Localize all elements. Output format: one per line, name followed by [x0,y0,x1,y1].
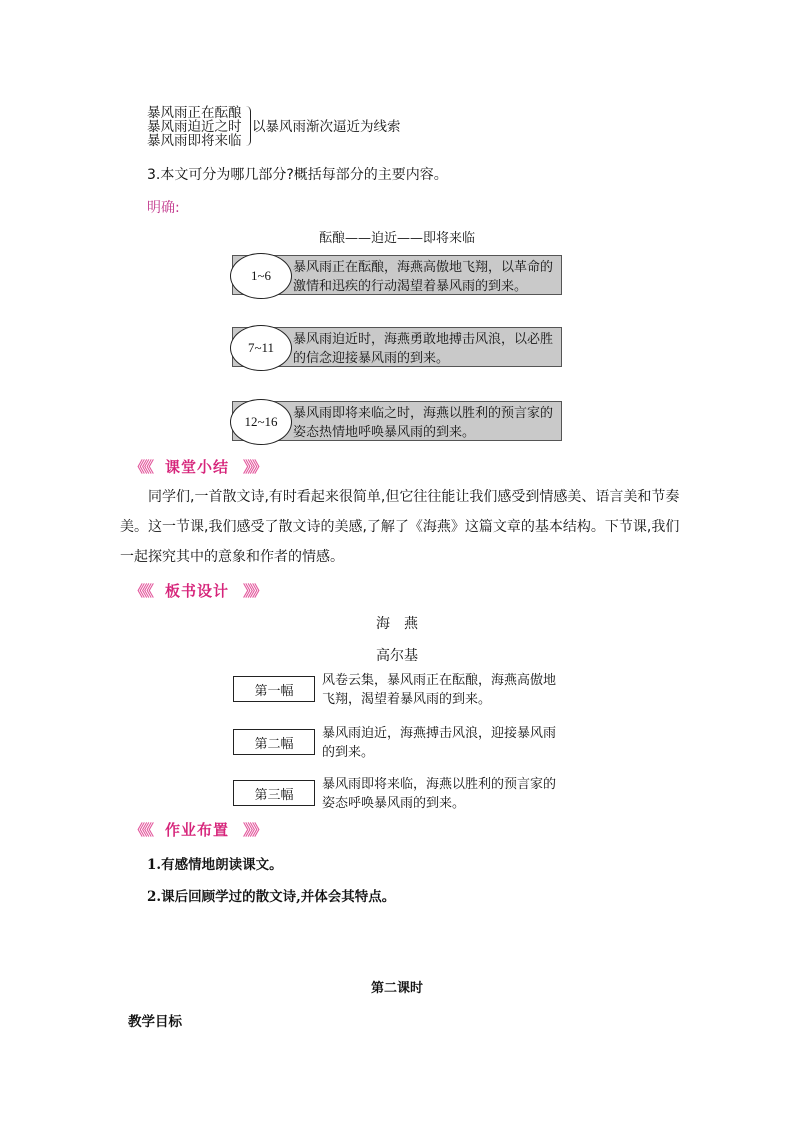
section-range-oval [230,253,292,299]
flow-title: 酝酿——迫近——即将来临 [318,231,475,246]
board-text-1: 风卷云集，暴风雨正在酝酿，海燕高傲地飞翔，渴望着暴风雨的到来。 [322,673,557,707]
board-label-3: 第三幅 [233,780,315,806]
board-text-2: 暴风雨迫近，海燕搏击风浪，迎接暴风雨的到来。 [322,726,557,760]
line-imminent: 暴风雨即将来临 [147,133,242,149]
section-text: 暴风雨迫近时，海燕勇敢地搏击风浪，以必胜的信念迎接暴风雨的到来。 [293,332,554,366]
summary-paragraph: 同学们,一首散文诗,有时看起来很简单,但它往往能让我们感受到情感美、语言美和节奏美。这一节课,我们感受了散文诗的美感,了解了《海燕》这篇文章的基本结构。下节课,我们一起探究其中的意象和作者的情感。 [120,489,680,565]
line-brewing: 暴风雨正在酝酿 [147,105,242,121]
section-range: 7~11 [247,340,275,355]
banner-summary [130,455,264,477]
chevron-left-icon: 《《《 [130,581,152,600]
section-text: 暴风雨正在酝酿，海燕高傲地飞翔，以革命的激情和迅疾的行动渴望着暴风雨的到来。 [293,260,554,294]
second-lesson-heading: 第二课时 [370,981,423,996]
section-range: 1~6 [250,268,272,283]
homework-item-2: 2.课后回顾学过的散文诗,并体会其特点。 [147,889,396,905]
chevron-right-icon: 》》》 [243,820,265,839]
board-text-3: 暴风雨即将来临，海燕以胜利的预言家的姿态呼唤暴风雨的到来。 [322,777,557,811]
section-range: 12~16 [244,414,278,429]
banner-board [130,579,264,601]
chevron-right-icon: 》》》 [243,581,265,600]
teaching-goals-heading: 教学目标 [128,1014,182,1030]
board-title: 海 燕 [376,616,418,632]
section-range-oval [230,399,292,445]
homework-item-1: 1.有感情地朗读课文。 [147,857,283,873]
board-label-2: 第二幅 [233,729,315,755]
brace-mark [245,106,251,146]
chevron-left-icon: 《《《 [130,820,152,839]
question-3: 3.本文可分为哪几部分?概括每部分的主要内容。 [147,167,448,183]
chevron-left-icon: 《《《 [130,457,152,476]
line-approaching: 暴风雨迫近之时 [147,119,242,135]
chevron-right-icon: 》》》 [243,457,265,476]
section-text: 暴风雨即将来临之时，海燕以胜利的预言家的姿态热情地呼唤暴风雨的到来。 [293,406,554,440]
board-author: 高尔基 [376,648,418,664]
section-range-oval [230,325,292,371]
banner-homework [130,818,264,840]
banner-title: 作业布置 [165,820,230,839]
banner-title: 课堂小结 [165,457,230,476]
board-label-1: 第一幅 [233,676,315,702]
mingque-label: 明确: [147,200,180,216]
banner-title: 板书设计 [165,581,230,600]
brace-note: 以暴风雨渐次逼近为线索 [252,119,401,135]
